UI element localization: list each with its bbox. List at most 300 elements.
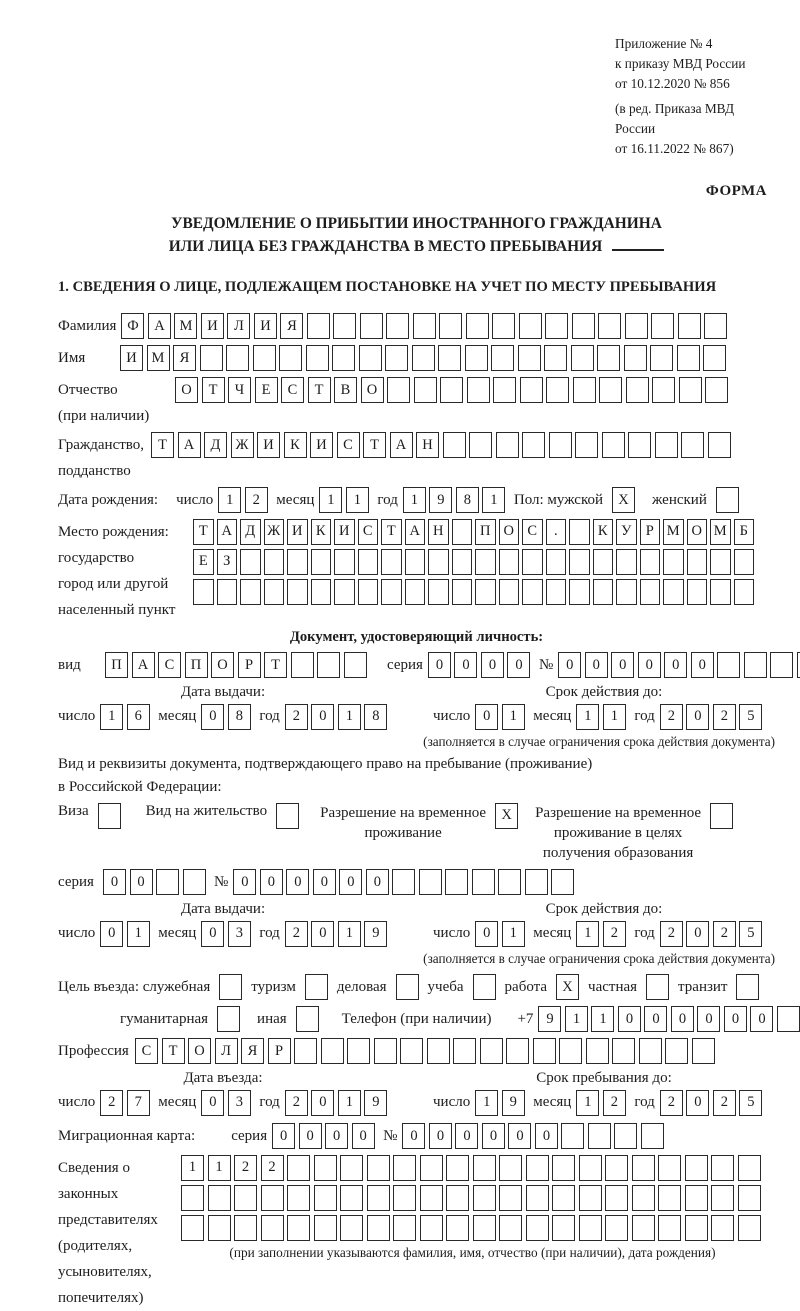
char-cell[interactable]: 9 — [364, 921, 387, 947]
char-cell[interactable]: 5 — [739, 704, 762, 730]
char-cell[interactable]: Ф — [121, 313, 144, 339]
residence-permit-checkbox[interactable] — [276, 803, 299, 829]
char-cell[interactable] — [400, 1038, 423, 1064]
char-cell[interactable] — [208, 1185, 231, 1211]
char-cell[interactable] — [420, 1155, 443, 1181]
char-cell[interactable] — [708, 432, 731, 458]
char-cell[interactable]: 0 — [664, 652, 687, 678]
char-cell[interactable] — [393, 1215, 416, 1241]
char-cell[interactable]: М — [174, 313, 197, 339]
char-cell[interactable]: С — [158, 652, 181, 678]
char-cell[interactable] — [546, 579, 567, 605]
char-cell[interactable] — [317, 652, 340, 678]
char-cell[interactable] — [687, 549, 708, 575]
char-cell[interactable] — [217, 579, 238, 605]
female-checkbox[interactable] — [716, 487, 739, 513]
char-cell[interactable] — [334, 579, 355, 605]
char-cell[interactable] — [314, 1215, 337, 1241]
char-cell[interactable] — [234, 1215, 257, 1241]
char-cell[interactable]: 2 — [660, 1090, 683, 1116]
char-cell[interactable]: Т — [381, 519, 402, 545]
char-cell[interactable]: 0 — [508, 1123, 531, 1149]
char-cell[interactable] — [440, 377, 463, 403]
char-cell[interactable]: 0 — [402, 1123, 425, 1149]
char-cell[interactable] — [545, 313, 568, 339]
char-cell[interactable] — [717, 652, 740, 678]
char-cell[interactable]: Т — [264, 652, 287, 678]
char-cell[interactable] — [625, 313, 648, 339]
char-cell[interactable] — [593, 549, 614, 575]
char-cell[interactable]: З — [217, 549, 238, 575]
char-cell[interactable] — [240, 549, 261, 575]
char-cell[interactable]: Т — [193, 519, 214, 545]
char-cell[interactable]: 1 — [475, 1090, 498, 1116]
char-cell[interactable] — [544, 345, 567, 371]
char-cell[interactable]: 1 — [576, 921, 599, 947]
char-cell[interactable]: 0 — [455, 1123, 478, 1149]
char-cell[interactable] — [287, 1155, 310, 1181]
char-cell[interactable] — [681, 432, 704, 458]
char-cell[interactable] — [579, 1155, 602, 1181]
char-cell[interactable]: 0 — [130, 869, 153, 895]
char-cell[interactable] — [307, 313, 330, 339]
char-cell[interactable] — [770, 652, 793, 678]
char-cell[interactable]: Ч — [228, 377, 251, 403]
char-cell[interactable] — [552, 1185, 575, 1211]
char-cell[interactable] — [427, 1038, 450, 1064]
char-cell[interactable] — [420, 1185, 443, 1211]
char-cell[interactable] — [465, 345, 488, 371]
char-cell[interactable]: 9 — [429, 487, 452, 513]
char-cell[interactable] — [428, 549, 449, 575]
char-cell[interactable] — [679, 377, 702, 403]
char-cell[interactable]: 2 — [261, 1155, 284, 1181]
char-cell[interactable] — [569, 579, 590, 605]
char-cell[interactable]: А — [178, 432, 201, 458]
char-cell[interactable] — [614, 1123, 637, 1149]
char-cell[interactable] — [579, 1185, 602, 1211]
char-cell[interactable] — [561, 1123, 584, 1149]
char-cell[interactable] — [367, 1215, 390, 1241]
char-cell[interactable] — [359, 345, 382, 371]
char-cell[interactable] — [386, 313, 409, 339]
char-cell[interactable]: 0 — [366, 869, 389, 895]
char-cell[interactable]: А — [132, 652, 155, 678]
char-cell[interactable]: 0 — [454, 652, 477, 678]
char-cell[interactable]: 1 — [346, 487, 369, 513]
char-cell[interactable] — [287, 1215, 310, 1241]
char-cell[interactable]: 7 — [127, 1090, 150, 1116]
char-cell[interactable] — [658, 1215, 681, 1241]
char-cell[interactable] — [445, 869, 468, 895]
char-cell[interactable]: М — [663, 519, 684, 545]
char-cell[interactable] — [663, 579, 684, 605]
char-cell[interactable] — [392, 869, 415, 895]
char-cell[interactable] — [452, 579, 473, 605]
char-cell[interactable] — [571, 345, 594, 371]
char-cell[interactable]: О — [175, 377, 198, 403]
char-cell[interactable]: 0 — [428, 652, 451, 678]
char-cell[interactable] — [446, 1215, 469, 1241]
char-cell[interactable] — [385, 345, 408, 371]
char-cell[interactable]: 0 — [313, 869, 336, 895]
char-cell[interactable] — [291, 652, 314, 678]
char-cell[interactable] — [181, 1215, 204, 1241]
char-cell[interactable] — [469, 432, 492, 458]
char-cell[interactable] — [685, 1155, 708, 1181]
char-cell[interactable]: И — [287, 519, 308, 545]
char-cell[interactable] — [640, 549, 661, 575]
char-cell[interactable] — [492, 313, 515, 339]
char-cell[interactable]: К — [593, 519, 614, 545]
char-cell[interactable]: О — [211, 652, 234, 678]
char-cell[interactable]: Т — [308, 377, 331, 403]
char-cell[interactable] — [294, 1038, 317, 1064]
char-cell[interactable]: 0 — [286, 869, 309, 895]
char-cell[interactable] — [358, 579, 379, 605]
char-cell[interactable] — [597, 345, 620, 371]
char-cell[interactable] — [358, 549, 379, 575]
char-cell[interactable]: 2 — [603, 921, 626, 947]
char-cell[interactable]: 0 — [103, 869, 126, 895]
char-cell[interactable] — [181, 1185, 204, 1211]
char-cell[interactable]: 1 — [502, 704, 525, 730]
char-cell[interactable] — [533, 1038, 556, 1064]
char-cell[interactable] — [569, 549, 590, 575]
char-cell[interactable] — [405, 579, 426, 605]
char-cell[interactable]: 0 — [100, 921, 123, 947]
char-cell[interactable] — [744, 652, 767, 678]
char-cell[interactable]: Ж — [231, 432, 254, 458]
char-cell[interactable] — [628, 432, 651, 458]
char-cell[interactable] — [575, 432, 598, 458]
char-cell[interactable] — [314, 1185, 337, 1211]
char-cell[interactable] — [466, 313, 489, 339]
char-cell[interactable]: 9 — [502, 1090, 525, 1116]
char-cell[interactable]: 0 — [644, 1006, 667, 1032]
char-cell[interactable] — [520, 377, 543, 403]
char-cell[interactable]: 0 — [201, 704, 224, 730]
char-cell[interactable] — [393, 1185, 416, 1211]
char-cell[interactable] — [640, 579, 661, 605]
char-cell[interactable] — [602, 432, 625, 458]
char-cell[interactable]: 0 — [201, 921, 224, 947]
char-cell[interactable]: 9 — [538, 1006, 561, 1032]
char-cell[interactable] — [183, 869, 206, 895]
char-cell[interactable] — [551, 869, 574, 895]
char-cell[interactable] — [443, 432, 466, 458]
char-cell[interactable] — [579, 1215, 602, 1241]
char-cell[interactable] — [374, 1038, 397, 1064]
char-cell[interactable]: Я — [241, 1038, 264, 1064]
char-cell[interactable] — [685, 1185, 708, 1211]
char-cell[interactable] — [340, 1215, 363, 1241]
char-cell[interactable]: Е — [255, 377, 278, 403]
char-cell[interactable] — [655, 432, 678, 458]
char-cell[interactable] — [360, 313, 383, 339]
char-cell[interactable] — [499, 1215, 522, 1241]
char-cell[interactable] — [605, 1185, 628, 1211]
char-cell[interactable] — [381, 579, 402, 605]
male-checkbox[interactable]: X — [612, 487, 635, 513]
char-cell[interactable]: К — [284, 432, 307, 458]
char-cell[interactable] — [641, 1123, 664, 1149]
char-cell[interactable] — [678, 313, 701, 339]
char-cell[interactable] — [711, 1185, 734, 1211]
char-cell[interactable]: С — [358, 519, 379, 545]
char-cell[interactable]: Е — [193, 549, 214, 575]
char-cell[interactable] — [287, 579, 308, 605]
char-cell[interactable]: Р — [640, 519, 661, 545]
char-cell[interactable] — [687, 579, 708, 605]
char-cell[interactable] — [711, 1155, 734, 1181]
char-cell[interactable]: 0 — [724, 1006, 747, 1032]
transit-checkbox[interactable] — [736, 974, 759, 1000]
char-cell[interactable] — [475, 549, 496, 575]
char-cell[interactable] — [475, 579, 496, 605]
char-cell[interactable]: 2 — [713, 1090, 736, 1116]
char-cell[interactable]: 1 — [100, 704, 123, 730]
char-cell[interactable]: У — [616, 519, 637, 545]
char-cell[interactable]: 2 — [234, 1155, 257, 1181]
char-cell[interactable] — [663, 549, 684, 575]
char-cell[interactable]: М — [147, 345, 170, 371]
char-cell[interactable]: 1 — [576, 1090, 599, 1116]
char-cell[interactable] — [738, 1215, 761, 1241]
char-cell[interactable] — [518, 345, 541, 371]
char-cell[interactable] — [525, 869, 548, 895]
char-cell[interactable]: С — [337, 432, 360, 458]
char-cell[interactable] — [710, 549, 731, 575]
char-cell[interactable] — [439, 313, 462, 339]
char-cell[interactable]: 1 — [338, 704, 361, 730]
char-cell[interactable]: Я — [280, 313, 303, 339]
char-cell[interactable] — [208, 1215, 231, 1241]
char-cell[interactable] — [334, 549, 355, 575]
char-cell[interactable]: И — [334, 519, 355, 545]
char-cell[interactable]: 3 — [228, 921, 251, 947]
char-cell[interactable]: 0 — [691, 652, 714, 678]
char-cell[interactable]: 0 — [507, 652, 530, 678]
char-cell[interactable] — [632, 1215, 655, 1241]
char-cell[interactable] — [658, 1185, 681, 1211]
char-cell[interactable]: 0 — [618, 1006, 641, 1032]
char-cell[interactable] — [452, 549, 473, 575]
char-cell[interactable]: 0 — [325, 1123, 348, 1149]
char-cell[interactable] — [261, 1185, 284, 1211]
char-cell[interactable]: А — [217, 519, 238, 545]
char-cell[interactable] — [332, 345, 355, 371]
char-cell[interactable] — [264, 579, 285, 605]
char-cell[interactable] — [526, 1155, 549, 1181]
study-purpose-checkbox[interactable] — [473, 974, 496, 1000]
tourism-checkbox[interactable] — [305, 974, 328, 1000]
char-cell[interactable]: 0 — [611, 652, 634, 678]
char-cell[interactable] — [344, 652, 367, 678]
char-cell[interactable] — [420, 1215, 443, 1241]
char-cell[interactable] — [264, 549, 285, 575]
char-cell[interactable]: 6 — [127, 704, 150, 730]
char-cell[interactable]: П — [475, 519, 496, 545]
char-cell[interactable] — [559, 1038, 582, 1064]
char-cell[interactable] — [777, 1006, 800, 1032]
char-cell[interactable]: О — [687, 519, 708, 545]
char-cell[interactable]: Л — [215, 1038, 238, 1064]
char-cell[interactable] — [253, 345, 276, 371]
char-cell[interactable]: Д — [240, 519, 261, 545]
char-cell[interactable]: 1 — [338, 1090, 361, 1116]
char-cell[interactable] — [200, 345, 223, 371]
char-cell[interactable] — [446, 1155, 469, 1181]
char-cell[interactable]: 2 — [285, 704, 308, 730]
char-cell[interactable] — [311, 579, 332, 605]
char-cell[interactable] — [367, 1155, 390, 1181]
char-cell[interactable] — [472, 869, 495, 895]
char-cell[interactable] — [499, 1155, 522, 1181]
char-cell[interactable] — [593, 579, 614, 605]
char-cell[interactable]: О — [188, 1038, 211, 1064]
char-cell[interactable]: А — [390, 432, 413, 458]
char-cell[interactable]: 2 — [713, 921, 736, 947]
char-cell[interactable]: Т — [363, 432, 386, 458]
char-cell[interactable] — [347, 1038, 370, 1064]
char-cell[interactable]: 1 — [482, 487, 505, 513]
char-cell[interactable] — [261, 1215, 284, 1241]
char-cell[interactable] — [522, 432, 545, 458]
char-cell[interactable]: 2 — [100, 1090, 123, 1116]
char-cell[interactable] — [419, 869, 442, 895]
char-cell[interactable] — [438, 345, 461, 371]
char-cell[interactable]: Н — [416, 432, 439, 458]
char-cell[interactable]: К — [311, 519, 332, 545]
char-cell[interactable] — [413, 313, 436, 339]
char-cell[interactable]: 0 — [481, 652, 504, 678]
char-cell[interactable] — [632, 1185, 655, 1211]
char-cell[interactable]: Т — [162, 1038, 185, 1064]
char-cell[interactable]: Т — [151, 432, 174, 458]
char-cell[interactable] — [519, 313, 542, 339]
char-cell[interactable] — [598, 313, 621, 339]
char-cell[interactable]: 8 — [364, 704, 387, 730]
char-cell[interactable]: 1 — [502, 921, 525, 947]
char-cell[interactable]: 1 — [576, 704, 599, 730]
char-cell[interactable] — [499, 1185, 522, 1211]
char-cell[interactable]: 0 — [339, 869, 362, 895]
char-cell[interactable] — [240, 579, 261, 605]
char-cell[interactable]: 1 — [403, 487, 426, 513]
char-cell[interactable] — [156, 869, 179, 895]
char-cell[interactable] — [639, 1038, 662, 1064]
char-cell[interactable] — [287, 1185, 310, 1211]
char-cell[interactable]: 0 — [697, 1006, 720, 1032]
char-cell[interactable]: 1 — [603, 704, 626, 730]
char-cell[interactable] — [632, 1155, 655, 1181]
char-cell[interactable]: 2 — [603, 1090, 626, 1116]
char-cell[interactable]: Р — [238, 652, 261, 678]
char-cell[interactable] — [234, 1185, 257, 1211]
char-cell[interactable] — [612, 1038, 635, 1064]
char-cell[interactable] — [446, 1185, 469, 1211]
char-cell[interactable]: 0 — [311, 704, 334, 730]
char-cell[interactable] — [738, 1155, 761, 1181]
char-cell[interactable] — [381, 549, 402, 575]
char-cell[interactable]: 1 — [218, 487, 241, 513]
char-cell[interactable] — [572, 313, 595, 339]
char-cell[interactable]: О — [499, 519, 520, 545]
char-cell[interactable] — [491, 345, 514, 371]
char-cell[interactable]: 0 — [311, 921, 334, 947]
char-cell[interactable] — [704, 313, 727, 339]
char-cell[interactable]: И — [310, 432, 333, 458]
char-cell[interactable] — [453, 1038, 476, 1064]
char-cell[interactable] — [321, 1038, 344, 1064]
char-cell[interactable]: 2 — [660, 704, 683, 730]
char-cell[interactable]: 2 — [713, 704, 736, 730]
char-cell[interactable]: Т — [202, 377, 225, 403]
char-cell[interactable] — [624, 345, 647, 371]
char-cell[interactable]: 3 — [228, 1090, 251, 1116]
char-cell[interactable]: П — [185, 652, 208, 678]
char-cell[interactable] — [599, 377, 622, 403]
char-cell[interactable]: А — [148, 313, 171, 339]
char-cell[interactable]: С — [135, 1038, 158, 1064]
business-checkbox[interactable] — [396, 974, 419, 1000]
char-cell[interactable] — [393, 1155, 416, 1181]
char-cell[interactable]: Л — [227, 313, 250, 339]
char-cell[interactable] — [588, 1123, 611, 1149]
char-cell[interactable]: И — [254, 313, 277, 339]
char-cell[interactable] — [522, 549, 543, 575]
char-cell[interactable]: 0 — [260, 869, 283, 895]
char-cell[interactable] — [340, 1155, 363, 1181]
char-cell[interactable]: 1 — [181, 1155, 204, 1181]
char-cell[interactable] — [616, 549, 637, 575]
char-cell[interactable]: А — [405, 519, 426, 545]
char-cell[interactable]: 0 — [558, 652, 581, 678]
char-cell[interactable] — [314, 1155, 337, 1181]
char-cell[interactable] — [705, 377, 728, 403]
char-cell[interactable]: 1 — [208, 1155, 231, 1181]
char-cell[interactable] — [665, 1038, 688, 1064]
char-cell[interactable] — [306, 345, 329, 371]
study-residence-checkbox[interactable] — [710, 803, 733, 829]
char-cell[interactable] — [226, 345, 249, 371]
char-cell[interactable] — [650, 345, 673, 371]
char-cell[interactable]: 5 — [739, 921, 762, 947]
char-cell[interactable] — [473, 1185, 496, 1211]
char-cell[interactable] — [605, 1155, 628, 1181]
char-cell[interactable] — [569, 519, 590, 545]
char-cell[interactable]: 0 — [750, 1006, 773, 1032]
char-cell[interactable] — [738, 1185, 761, 1211]
char-cell[interactable] — [287, 549, 308, 575]
char-cell[interactable]: 0 — [686, 704, 709, 730]
char-cell[interactable]: 0 — [272, 1123, 295, 1149]
char-cell[interactable] — [552, 1155, 575, 1181]
char-cell[interactable] — [526, 1215, 549, 1241]
char-cell[interactable] — [340, 1185, 363, 1211]
char-cell[interactable]: 0 — [686, 1090, 709, 1116]
char-cell[interactable]: Б — [734, 519, 755, 545]
char-cell[interactable]: 5 — [739, 1090, 762, 1116]
char-cell[interactable] — [703, 345, 726, 371]
char-cell[interactable] — [586, 1038, 609, 1064]
char-cell[interactable]: 8 — [456, 487, 479, 513]
char-cell[interactable] — [652, 377, 675, 403]
char-cell[interactable] — [522, 579, 543, 605]
char-cell[interactable] — [428, 579, 449, 605]
char-cell[interactable] — [480, 1038, 503, 1064]
